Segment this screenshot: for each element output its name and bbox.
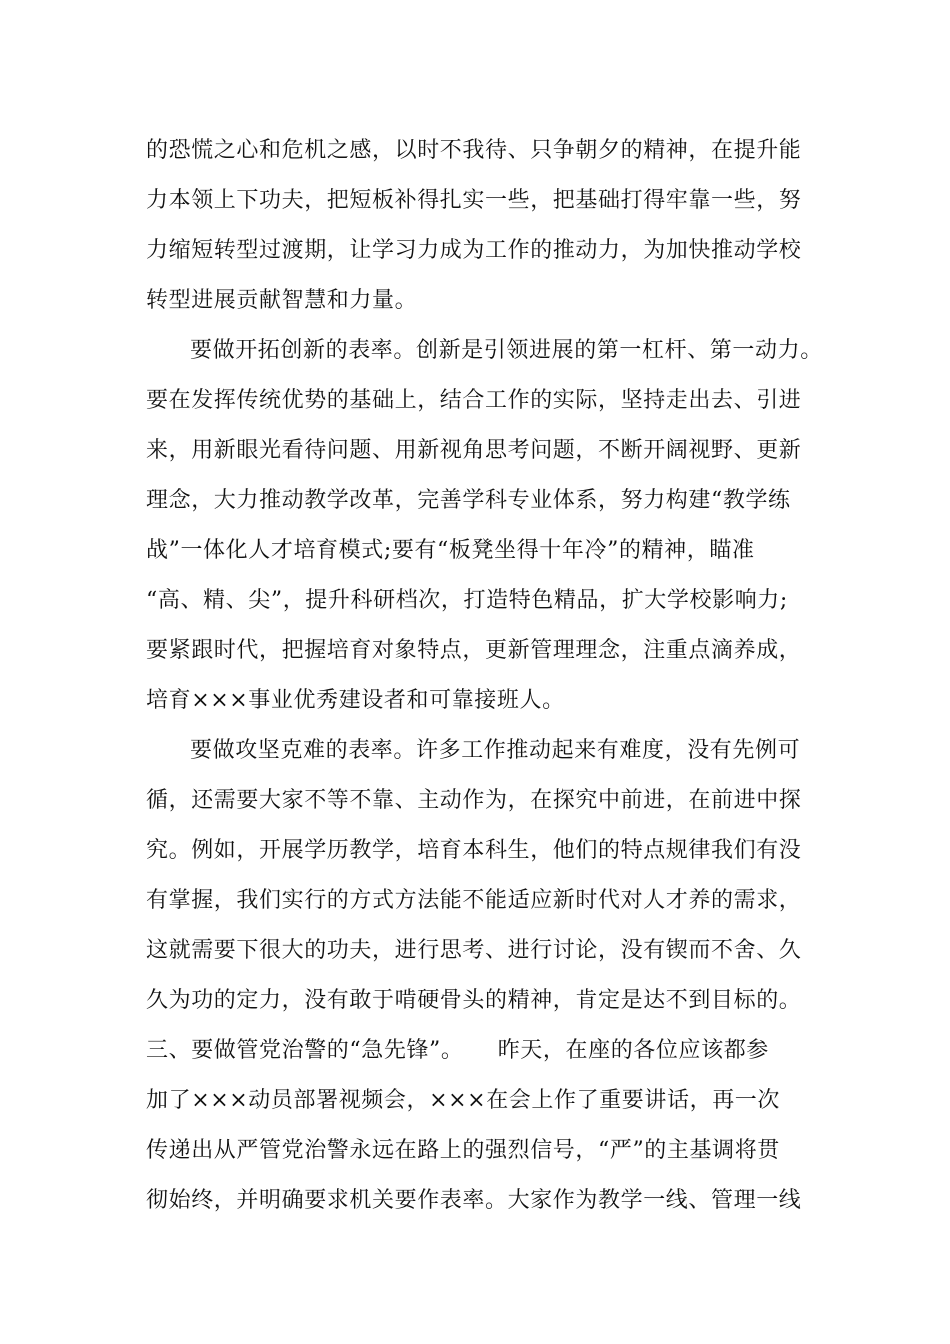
- text-line: 这就需要下很大的功夫，进行思考、进行讨论，没有锲而不舍、久: [146, 938, 802, 963]
- text-line: 来，用新眼光看待问题、用新视角思考问题，不断开阔视野、更新: [146, 438, 802, 463]
- text-line: 培育×××事业优秀建设者和可靠接班人。: [146, 688, 565, 713]
- text-line: 有掌握，我们实行的方式方法能不能适应新时代对人才养的需求，: [146, 888, 802, 913]
- text-line: 力本领上下功夫，把短板补得扎实一些，把基础打得牢靠一些，努: [146, 188, 802, 213]
- section-heading-line: 三、要做管党治警的“急先锋”。 昨天，在座的各位应该都参: [146, 1038, 769, 1063]
- text-line: “高、精、尖”，提升科研档次，打造特色精品，扩大学校影响力;: [146, 588, 788, 613]
- text-line: 战”一体化人才培育模式;要有“板凳坐得十年冷”的精神，瞄准: [146, 538, 755, 563]
- text-line: 彻始终，并明确要求机关要作表率。大家作为教学一线、管理一线: [146, 1188, 802, 1213]
- text-line: 循，还需要大家不等不靠、主动作为，在探究中前进，在前进中探: [146, 788, 802, 813]
- text-line: 久为功的定力，没有敢于啃硬骨头的精神，肯定是达不到目标的。: [146, 988, 802, 1013]
- text-line: 力缩短转型过渡期，让学习力成为工作的推动力，为加快推动学校: [146, 238, 802, 263]
- text-line: 要紧跟时代，把握培育对象特点，更新管理理念，注重点滴养成，: [146, 638, 802, 663]
- text-line: 究。例如，开展学历教学，培育本科生，他们的特点规律我们有没: [146, 838, 802, 863]
- paragraph-start-line: 要做开拓创新的表率。创新是引领进展的第一杠杆、第一动力。: [190, 338, 823, 363]
- text-line: 要在发挥传统优势的基础上，结合工作的实际，坚持走出去、引进: [146, 388, 802, 413]
- text-line: 的恐慌之心和危机之感，以时不我待、只争朝夕的精神，在提升能: [146, 138, 802, 163]
- text-line: 理念，大力推动教学改革，完善学科专业体系，努力构建“教学练: [146, 488, 791, 513]
- paragraph-start-line: 要做攻坚克难的表率。许多工作推动起来有难度，没有先例可: [190, 738, 801, 763]
- text-line: 传递出从严管党治警永远在路上的强烈信号，“严”的主基调将贯: [146, 1138, 780, 1163]
- text-line: 加了×××动员部署视频会，×××在会上作了重要讲话，再一次: [146, 1088, 781, 1113]
- text-line: 转型进展贡献智慧和力量。: [146, 288, 418, 313]
